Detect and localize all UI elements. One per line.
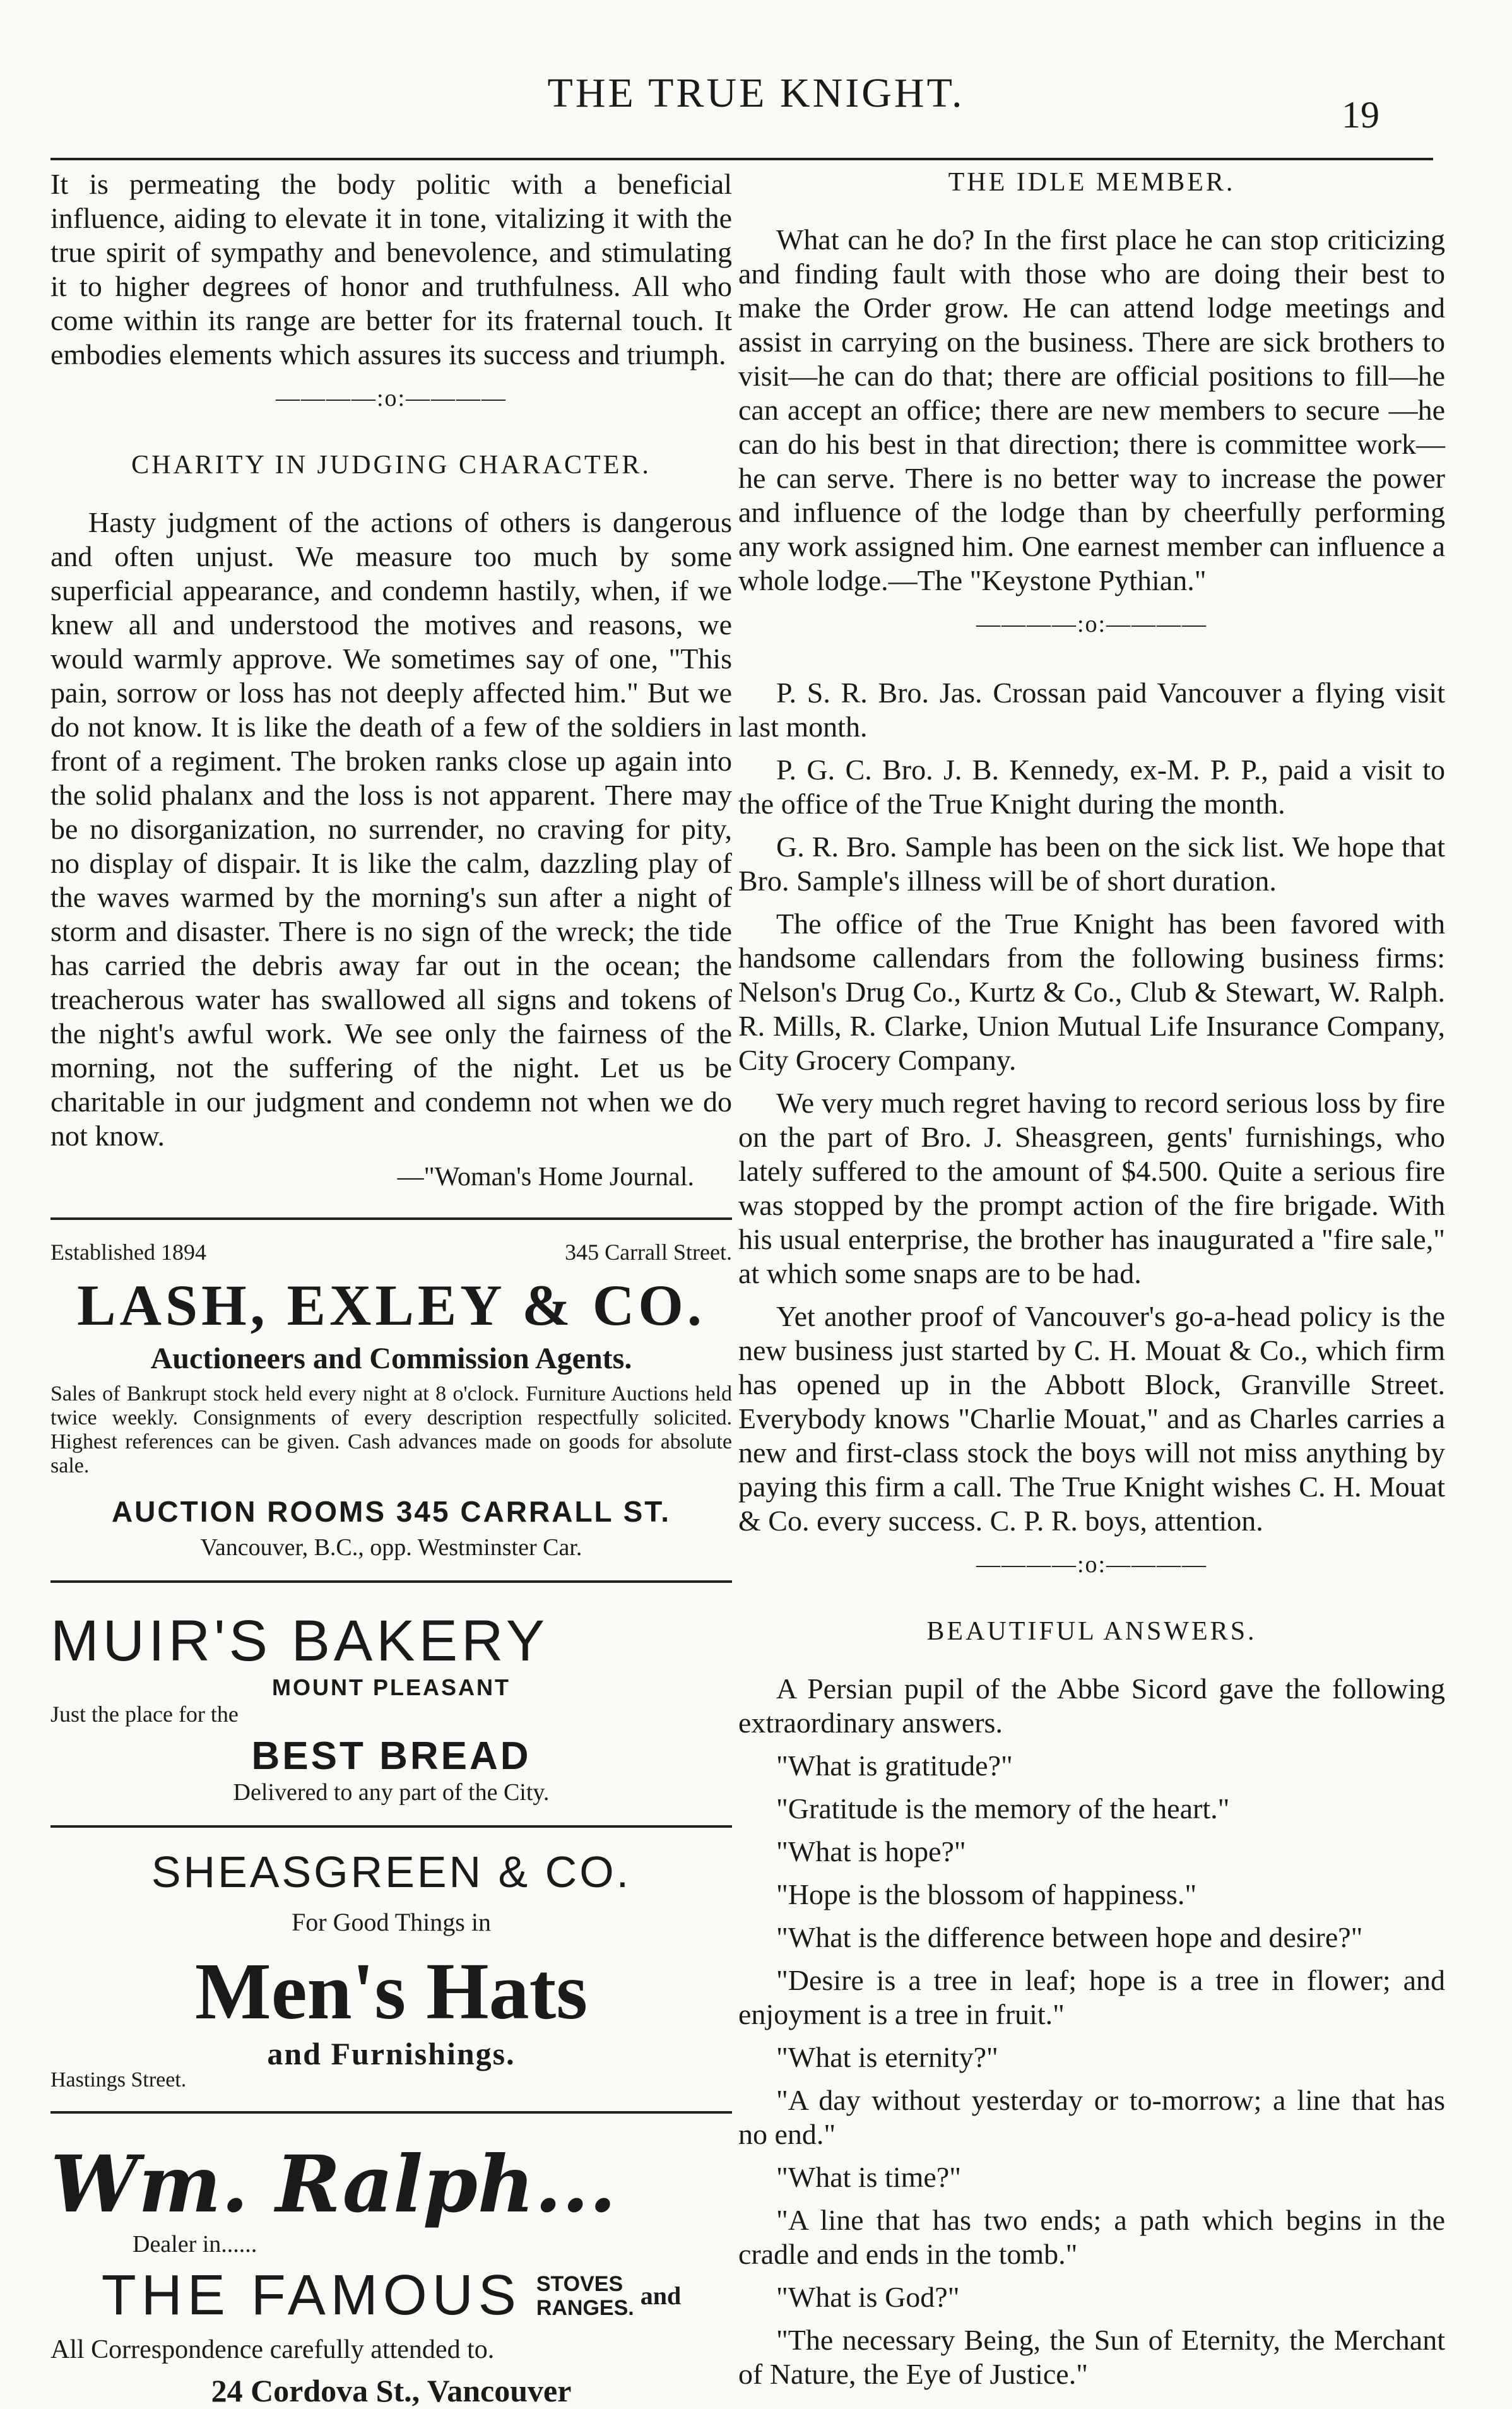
separator: ————:o:———— (976, 1551, 1208, 1578)
answers-heading: BEAUTIFUL ANSWERS. (926, 1617, 1257, 1646)
news-item: G. R. Bro. Sample has been on the sick list. We hope that Bro. Sample's illness will be of short duration. (738, 831, 1445, 897)
ralph-advert (50, 2139, 732, 2409)
news-item: P. G. C. Bro. J. B. Kennedy, ex-M. P. P., paid a visit to the office of the True Knight during the month. (738, 754, 1445, 820)
answer-line: "What is time?" (776, 2161, 962, 2193)
rule (50, 1217, 732, 1220)
ralph-correspondence: All Correspondence carefully attended to. (50, 2335, 495, 2364)
sheasgreen-for: For Good Things in (292, 1908, 491, 1936)
sheasgreen-hats: Men's Hats (194, 1946, 588, 2036)
bakery-delivery: Delivered to any part of the City. (233, 1779, 550, 1806)
sheasgreen-furnishings: and Furnishings. (267, 2036, 516, 2071)
ralph-and: and (640, 2282, 682, 2310)
muir-bakery-advert (50, 1608, 732, 1806)
answer-line: "A line that has two ends; a path which begins in the cradle and ends in the tomb." (738, 2204, 1445, 2270)
ralph-name: Wm. Ralph... (50, 2139, 617, 2230)
opening-paragraph: It is permeating the body politic with a beneficial influence, aiding to elevate it in tone, vitalizing it with the true spirit of sympathy and benevolence, and stimulating it to higher degrees of honor and truthfulness. All who come within its range are better for its fraternal touch. It embodies elements which assures its success and triumph. (50, 168, 732, 370)
charity-attribution: —"Woman's Home Journal. (397, 1163, 694, 1192)
running-title: THE TRUE KNIGHT. (547, 70, 965, 116)
separator: ————:o:———— (275, 385, 507, 411)
news-item: Yet another proof of Vancouver's go-a-head policy is the new business just started by C. H. Mouat & Co., which firm has opened up in the Abbott Block, Granville Street. Everybody knows "Charlie Mouat," and as Charles carries a new and first-class stock the boys will not miss anything by paying this firm a call. The True Knight wishes C. H. Mouat & Co. every success. C. P. R. boys, attention. (738, 1300, 1445, 1537)
page-header (0, 63, 1512, 136)
answer-line: "What is eternity?" (776, 2041, 998, 2073)
answer-line: "Desire is a tree in leaf; hope is a tree in flower; and enjoyment is a tree in fruit." (738, 1964, 1445, 2030)
sheasgreen-advert (50, 1847, 732, 2092)
bakery-area: MOUNT PLEASANT (272, 1674, 511, 1700)
lash-address: 345 Carrall Street. (565, 1240, 732, 1265)
lash-exley-advert (50, 1239, 732, 1561)
ralph-dealer: Dealer in...... (133, 2231, 257, 2258)
news-item: P. S. R. Bro. Jas. Crossan paid Vancouver a flying visit last month. (738, 677, 1445, 743)
bakery-tagline: Just the place for the (50, 1702, 239, 1727)
answer-line: "What is the difference between hope and desire?" (776, 1921, 1363, 1953)
established-date: Established 1894 (50, 1240, 206, 1265)
ralph-address: 24 Cordova St., Vancouver (211, 2373, 572, 2408)
lash-name: LASH, EXLEY & CO. (77, 1273, 706, 1337)
answer-line: "What is gratitude?" (776, 1749, 1013, 1782)
header-rule (50, 158, 1433, 160)
sheasgreen-street: Hastings Street. (50, 2068, 187, 2092)
answer-line: "Gratitude is the memory of the heart." (776, 1792, 1230, 1825)
answer-line: A Persian pupil of the Abbe Sicord gave the following extraordinary answers. (738, 1672, 1445, 1739)
right-column (738, 167, 1445, 2400)
answer-line: "A day without yesterday or to-morrow; a line that has no end." (738, 2084, 1445, 2150)
sheasgreen-name: SHEASGREEN & CO. (151, 1847, 632, 1897)
answer-line: "Hope is the blossom of happiness." (776, 1878, 1197, 1910)
lash-location: Vancouver, B.C., opp. Westminster Car. (200, 1534, 582, 1561)
ranges-label: RANGES. (536, 2295, 634, 2320)
page-number: 19 (1342, 94, 1379, 136)
charity-heading: CHARITY IN JUDGING CHARACTER. (131, 451, 651, 480)
left-column (50, 167, 732, 2409)
news-item: We very much regret having to record serious loss by fire on the part of Bro. J. Sheasgreen, gents' furnishings, who lately suffered to the amount of $4.500. Quite a serious fire was stopped by the prompt action of the fire brigade. With his usual enterprise, the brother has inaugurated a "fire sale," at which some snaps are to be had. (738, 1087, 1445, 1289)
lash-body: Sales of Bankrupt stock held every night at 8 o'clock. Furniture Auctions held twice weekly. Consignments of every description respectfully solicited. Highest references can be given. Cash advances made on goods for absolute sale. (50, 1382, 732, 1477)
stoves-label: STOVES (536, 2271, 623, 2296)
answer-line: "What is God?" (776, 2281, 960, 2313)
idle-heading: THE IDLE MEMBER. (948, 168, 1236, 197)
separator: ————:o:———— (976, 611, 1208, 637)
answer-line: "What is hope?" (776, 1835, 966, 1867)
rule (50, 1580, 732, 1583)
ralph-famous: THE FAMOUS (101, 2264, 521, 2327)
news-item: The office of the True Knight has been favored with handsome callendars from the following business firms: Nelson's Drug Co., Kurtz & Co., Club & Stewart, W. Ralph. R. Mills, R. Clarke, Union Mutual Life Insurance Company, City Grocery Company. (738, 908, 1445, 1076)
bakery-name: MUIR'S BAKERY (50, 1609, 549, 1673)
idle-body: What can he do? In the first place he can stop criticizing and finding fault with those who are doing their best to make the Order grow. He can attend lodge meetings and assist in carrying on the business. There are sick brothers to visit—he can do that; there are official positions to fill—he can accept an office; there are new members to secure —he can do his best in that direction; there is committee work—he can serve. There is no better way to increase the power and influence of the lodge than by cheerfully performing any work assigned him. One earnest member can influence a whole lodge.—The "Keystone Pythian." (738, 223, 1445, 596)
auction-rooms: AUCTION ROOMS 345 CARRALL ST. (111, 1495, 671, 1528)
answer-line: "The necessary Being, the Sun of Eternity, the Merchant of Nature, the Eye of Justice." (738, 2324, 1445, 2390)
rule (50, 1825, 732, 1828)
rule (50, 2111, 732, 2114)
bakery-product: BEST BREAD (251, 1734, 531, 1778)
charity-body: Hasty judgment of the actions of others is dangerous and often unjust. We measure too much by some superficial appearance, and condemn hastily, when, if we knew all and understood the motives and reasons, we would warmly approve. We sometimes say of one, "This pain, sorrow or loss has not deeply affected him." But we do not know. It is like the death of a few of the soldiers in front of a regiment. The broken ranks close up again into the solid phalanx and the loss is not apparent. There may be no disorganization, no surrender, no craving for pity, no display of dispair. It is like the calm, dazzling play of the waves warmed by the morning's sun after a night of storm and disaster. There is no sign of the wreck; the tide has carried the debris away far out in the ocean; the treacherous water has swallowed all signs and tokens of the night's awful work. We see only the fairness of the morning, not the suffering of the night. Let us be charitable in our judgment and condemn not when we do not know. (50, 506, 732, 1152)
lash-subtitle: Auctioneers and Commission Agents. (150, 1342, 632, 1375)
